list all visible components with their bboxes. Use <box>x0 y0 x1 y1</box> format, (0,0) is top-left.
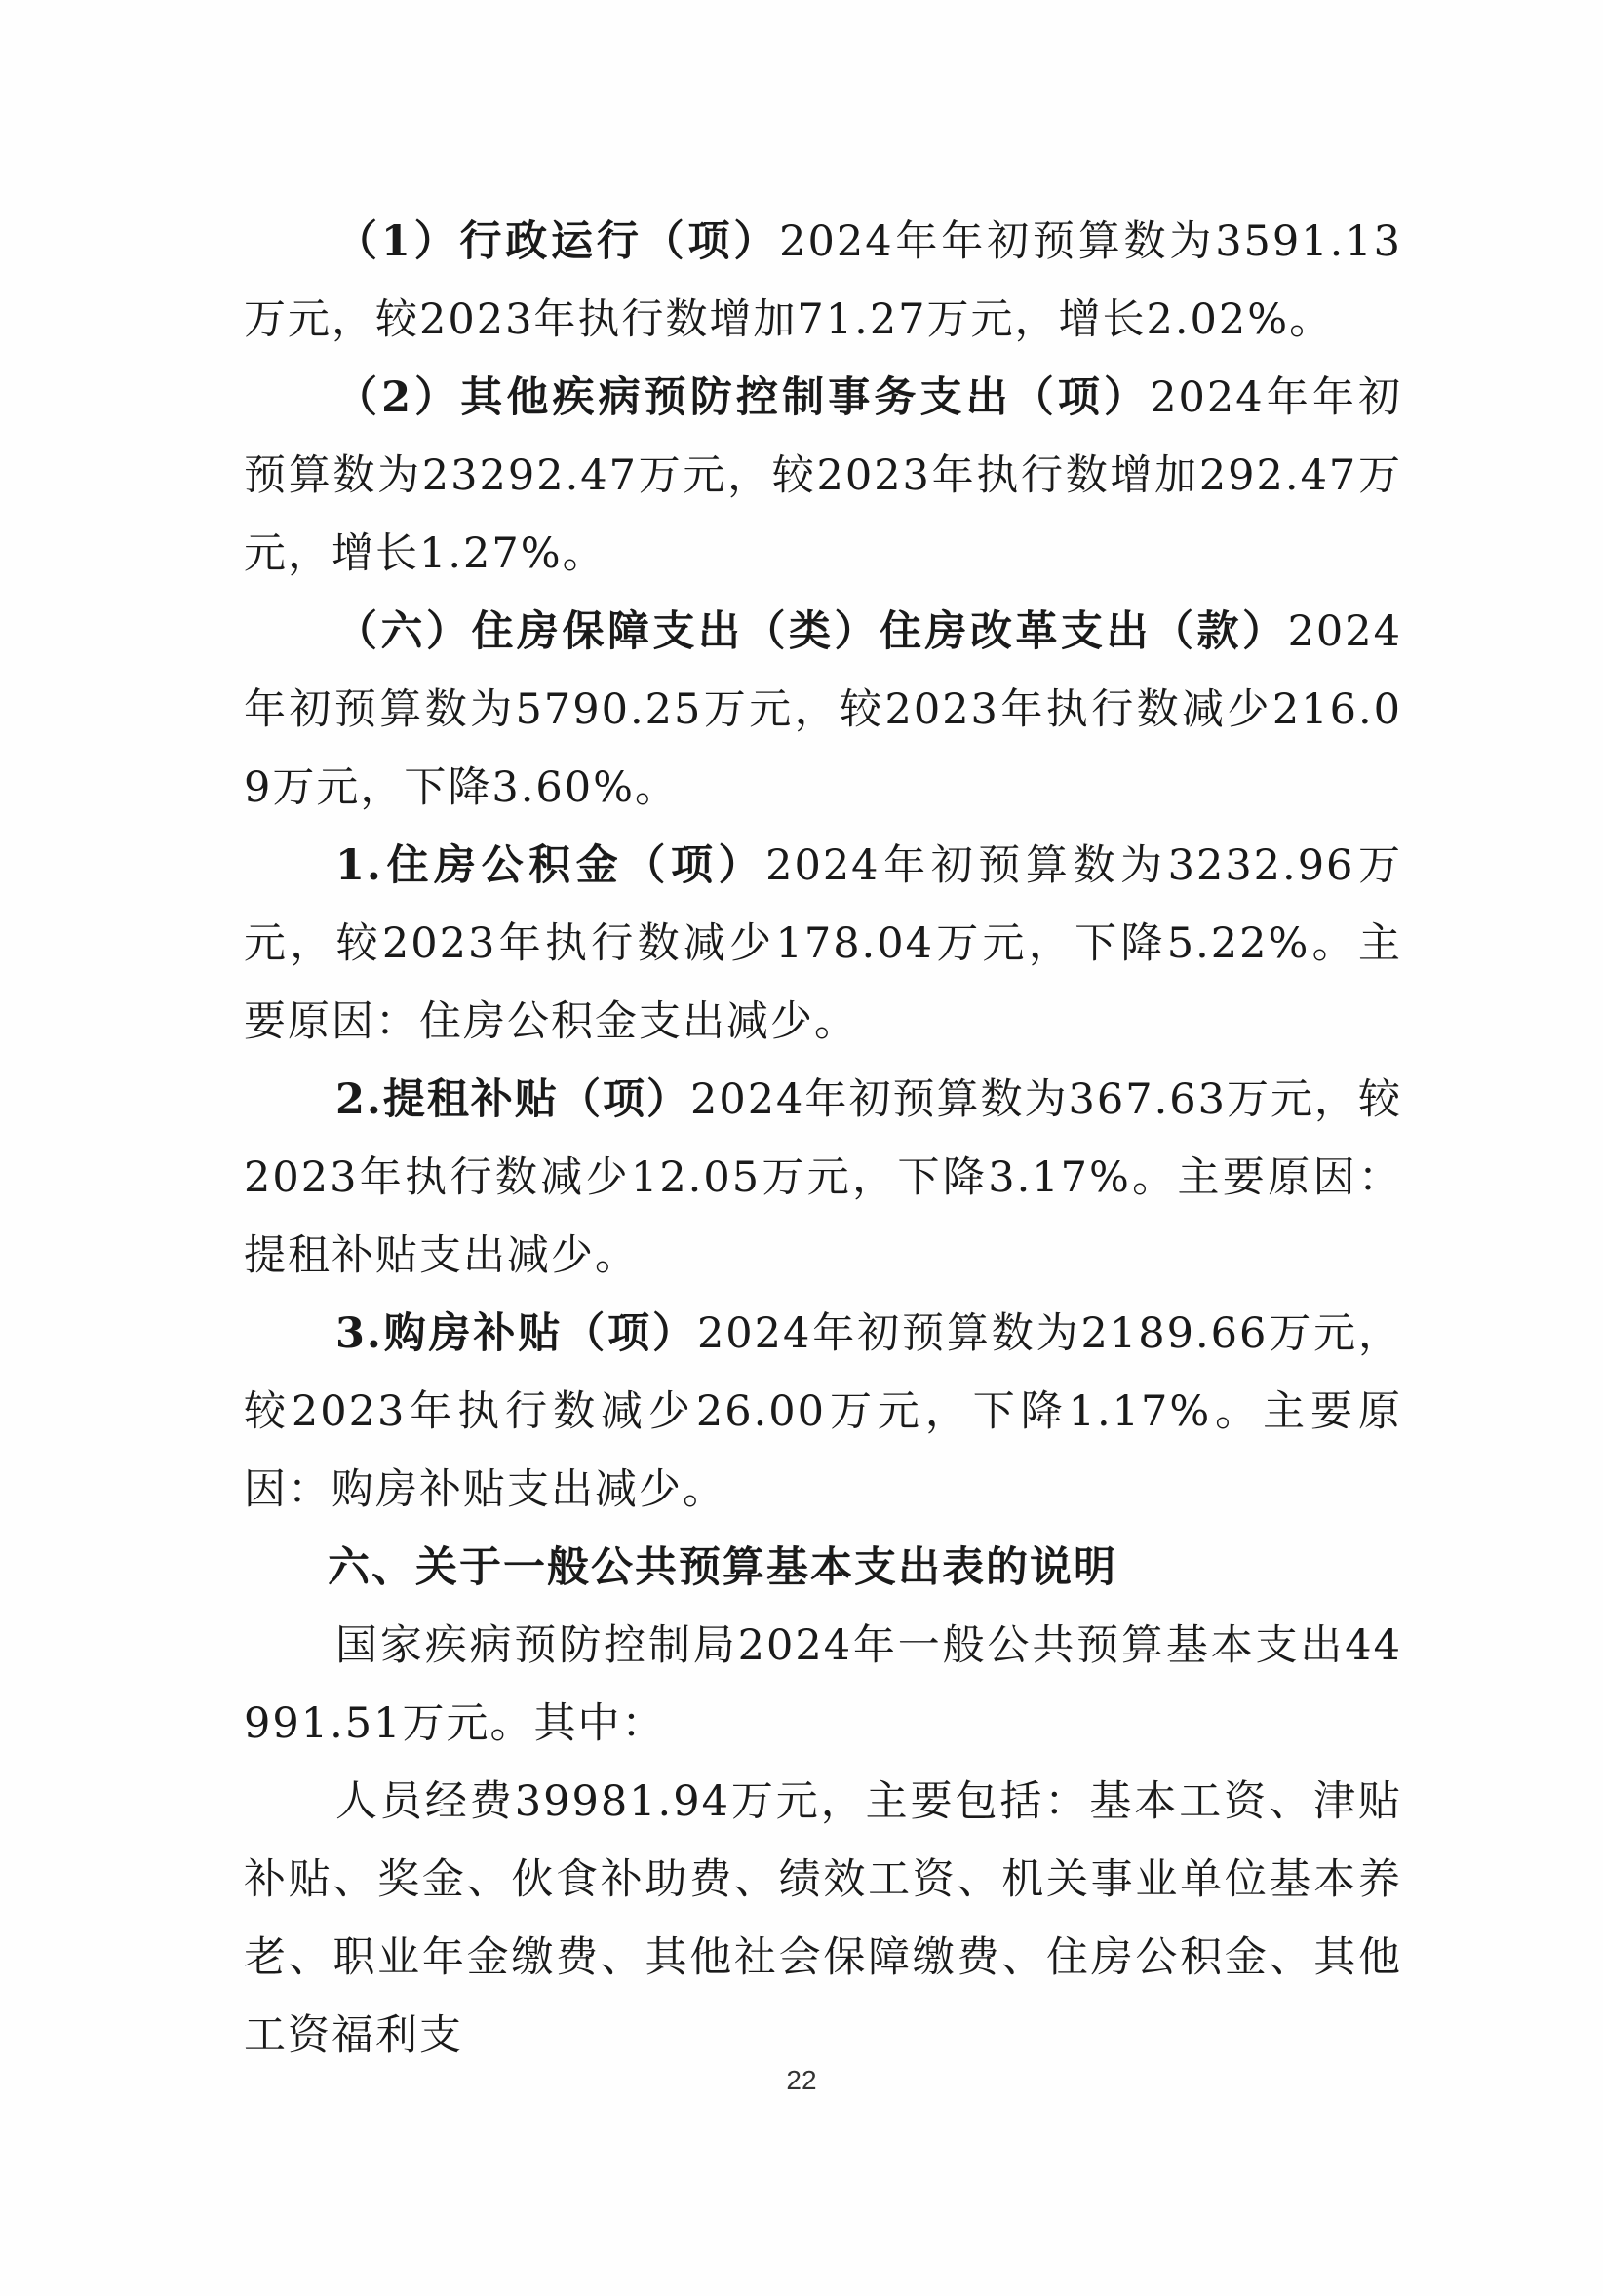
paragraph-text: 2024年初预算数为2189.66万元，较2023年执行数减少26.00万元，下降1.17%。主要原因：购房补贴支出减少。 <box>244 1309 1403 1514</box>
section-heading: 六、关于一般公共预算基本支出表的说明 <box>328 1543 1117 1592</box>
paragraph-housing-provident-fund <box>244 827 1402 1061</box>
paragraph-text: 2024年年初预算数为23292.47万元，较2023年执行数增加292.47万元，增长1.27%。 <box>244 373 1402 578</box>
document-body <box>244 203 1402 2075</box>
paragraph-text: 2024年初预算数为5790.25万元，较2023年执行数减少216.09万元，下降3.60%。 <box>244 607 1402 812</box>
paragraph-administrative-operation <box>244 203 1402 359</box>
paragraph-housing-purchase-subsidy <box>244 1295 1402 1529</box>
paragraph-other-disease-control <box>244 359 1402 593</box>
paragraph-lead: 3.购房补贴（项） <box>335 1309 697 1358</box>
paragraph-basic-expenditure: 国家疾病预防控制局2024年一般公共预算基本支出44991.51万元。其中： <box>244 1621 1402 1748</box>
page-number: 22 <box>786 2065 817 2095</box>
paragraph-text: 2024年初预算数为367.63万元，较2023年执行数减少12.05万元，下降3.17%。主要原因：提租补贴支出减少。 <box>244 1075 1403 1280</box>
paragraph-lead: （2）其他疾病预防控制事务支出（项） <box>335 373 1151 422</box>
paragraph-text: 2024年初预算数为3232.96万元，较2023年执行数减少178.04万元，下降5.22%。主要原因：住房公积金支出减少。 <box>244 841 1402 1046</box>
paragraph-personnel-expenses: 人员经费39981.94万元，主要包括：基本工资、津贴补贴、奖金、伙食补助费、绩效工资、机关事业单位基本养老、职业年金缴费、其他社会保障缴费、住房公积金、其他工资福利支 <box>244 1777 1402 2060</box>
paragraph-lead: 1.住房公积金（项） <box>335 841 766 890</box>
paragraph-lead: （1）行政运行（项） <box>335 217 780 266</box>
paragraph-lead: （六）住房保障支出（类）住房改革支出（款） <box>335 607 1288 656</box>
paragraph-rent-subsidy <box>244 1061 1402 1295</box>
paragraph-lead: 2.提租补贴（项） <box>335 1075 690 1124</box>
paragraph-housing-reform <box>244 593 1402 827</box>
paragraph-text: 2024年年初预算数为3591.13万元，较2023年执行数增加71.27万元，增长2.02%。 <box>244 217 1403 344</box>
